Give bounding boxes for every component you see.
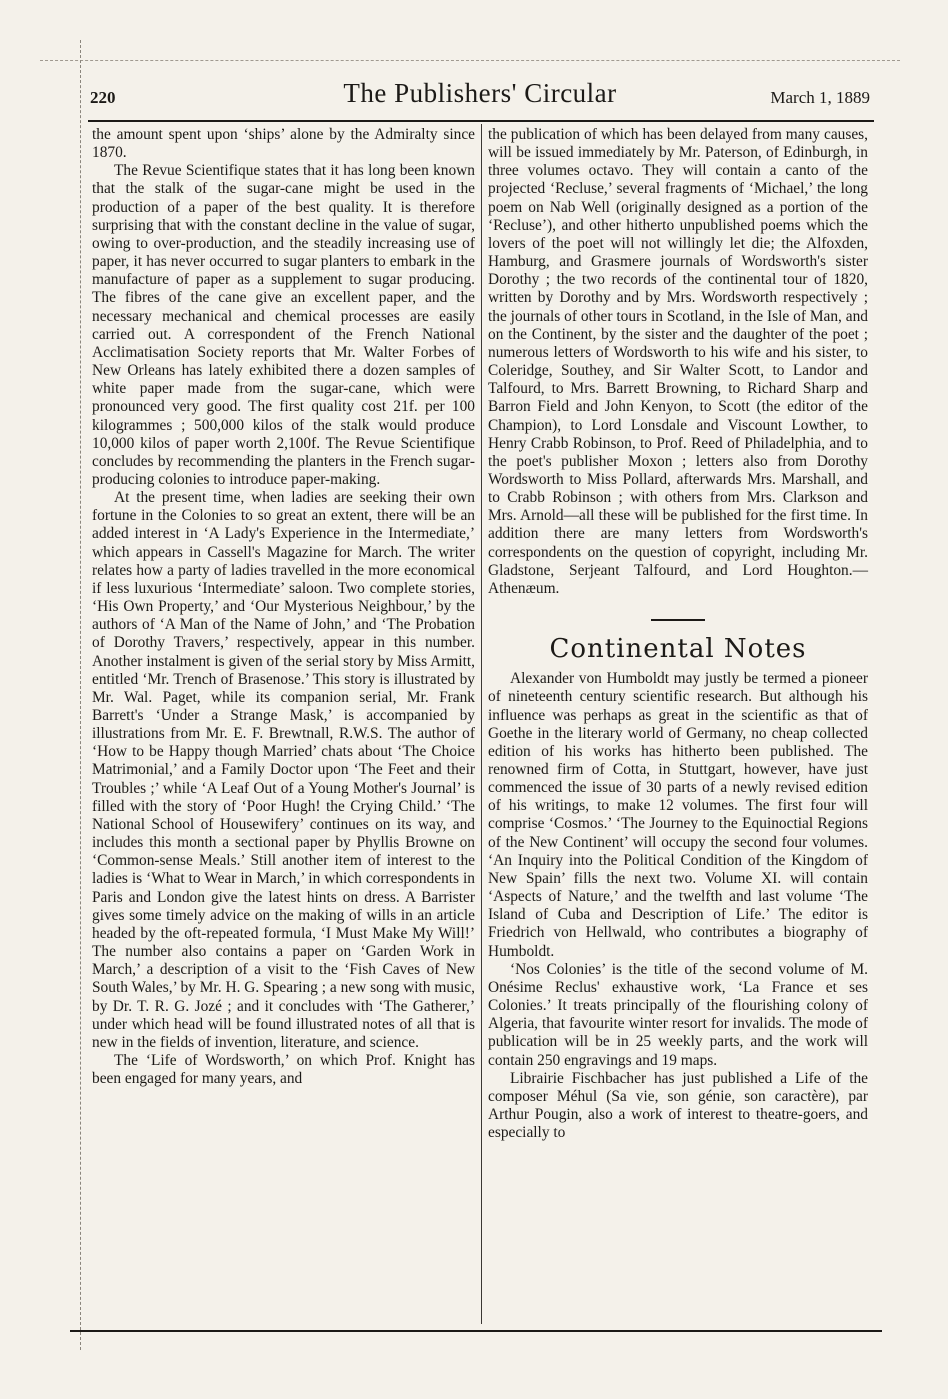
article-paragraph: The Revue Scientifique states that it has long been known that the stalk of the sugar-cane might be used in the production of a paper of the best quality. It is therefore surprising that with the constant decline in the value of sugar, owing to over-production, and the steadily increasing use of paper, it has never occurred to sugar planters to embark in the manufacture of paper as a supplement to sugar producing. The fibres of the cane give an excellent paper, and the necessary mechanical and chemical processes are easily carried out. A correspondent of the French National Acclimatisation Society reports that Mr. Walter Forbes of New Orleans has lately exhibited there a dozen samples of white paper made from the sugar-cane, which were pronounced very good. The first quality cost 21f. per 100 kilogrammes ; 500,000 kilos of the stalk would produce 10,000 kilos of paper worth 2,100f. The Revue Scientifique concludes by recommending the planters in the French sugar-producing colonies to introduce paper-making. bbox=[92, 162, 475, 488]
column-divider bbox=[481, 124, 482, 1324]
article-paragraph: At the present time, when ladies are seeking their own fortune in the Colonies to so great an extent, there will be an added interest in ‘A Lady's Experience in the Intermediate,’ which appears in Cassell's Magazine for March. The writer relates how a party of ladies travelled in the more economical if less luxurious ‘Intermediate’ saloon. Two complete stories, ‘His Own Property,’ and ‘Our Mysterious Neighbour,’ by the authors of ‘A Man of the Name of John,’ and ‘The Probation of Dorothy Travers,’ respectively, appear in this number. Another instalment is given of the serial story by Miss Armitt, entitled ‘Mr. Trench of Brasenose.’ This story is illustrated by Mr. Wal. Paget, while its companion serial, Mr. Frank Barrett's ‘Under a Strange Mask,’ is accompanied by illustrations from Mr. E. F. Brewtnall, R.W.S. The author of ‘How to be Happy though Married’ chats about ‘The Choice Matrimonial,’ and a Family Doctor upon ‘The Feet and their Troubles ;’ while ‘A Leaf Out of a Young Mother's Journal’ is filled with the story of ‘Poor Hugh! the Crying Child.’ ‘The National School of Housewifery’ continues on its way, and includes this month a sectional paper by Phyllis Browne on ‘Common-sense Meals.’ Still another item of interest to the ladies is ‘What to Wear in March,’ in which correspondents in Paris and London give the latest hints on dress. A Barrister gives some timely advice on the making of wills in an article headed by the oft-repeated formula, ‘I Must Make My Will!’ The number also contains a paper on ‘Garden Work in March,’ a description of a visit to the ‘Fish Caves of New South Wales,’ by Mr. H. G. Spearing ; a new song with music, by Dr. T. R. G. Jozé ; and it concludes with ‘The Gatherer,’ under which head will be found illustrated notes of all that is new in the fields of invention, literature, and science. bbox=[92, 489, 475, 1051]
article-paragraph: The ‘Life of Wordsworth,’ on which Prof. Knight has been engaged for many years, and bbox=[92, 1051, 475, 1088]
article-paragraph: the amount spent upon ‘ships’ alone by the Admiralty since 1870. bbox=[92, 126, 475, 162]
running-header bbox=[90, 78, 870, 114]
issue-date: March 1, 1889 bbox=[770, 88, 870, 107]
article-paragraph: ‘Nos Colonies’ is the title of the second volume of M. Onésime Reclus' exhaustive work, ‘La France et ses Colonies.’ It treats principally of the flourishing colony of Algeria, that favourite winter resort for invalids. The mode of publication will be in 25 weekly parts, and the work will contain 250 engravings and 19 maps. bbox=[488, 960, 868, 1069]
article-paragraph: the publication of which has been delayed from many causes, will be issued immediately by Mr. Paterson, of Edinburgh, in three volumes octavo. They will contain a canto of the projected ‘Recluse,’ several fragments of ‘Michael,’ the long poem on Nab Well (originally designed as a portion of the ‘Recluse’), and other hitherto unpublished poems which the lovers of the poet will not willingly let die; the Alfoxden, Hamburg, and Grasmere journals of Wordsworth's sister Dorothy ; the two records of the continental tour of 1820, written by Dorothy and by Mrs. Wordsworth respectively ; the journals of other tours in Scotland, in the Isle of Man, and on the Continent, by the sister and the daughter of the poet ; numerous letters of Wordsworth to his wife and his sister, to Coleridge, Southey, and Sir Walter Scott, to Landor and Talfourd, to Mrs. Barrett Browning, to Richard Sharp and Barron Field and John Kenyon, to Scott (the editor of the Champion), to Lord Lonsdale and Viscount Lowther, to Henry Crabb Robinson, to Prof. Reed of Philadelphia, and to the poet's publisher Moxon ; letters also from Dorothy Wordsworth to Miss Pollard, afterwards Mrs. Marshall, and to Crabb Robinson ; with others from Mrs. Clarkson and Mrs. Arnold—all these will be published for the first time. In addition there are many letters from Wordsworth's correspondents on the question of copyright, including Mr. Gladstone, Serjeant Talfourd, and Lord Houghton.—Athenæum. bbox=[488, 126, 868, 597]
left-column bbox=[92, 126, 475, 1088]
footer-rule bbox=[70, 1330, 882, 1332]
section-heading: Continental Notes bbox=[549, 634, 807, 665]
page-edge-top bbox=[40, 40, 900, 61]
page-edge-left bbox=[40, 40, 81, 1350]
publication-title: The Publishers' Circular bbox=[343, 78, 617, 108]
page-number: 220 bbox=[90, 88, 116, 107]
article-paragraph: Alexander von Humboldt may justly be termed a pioneer of nineteenth century scientific research. But although his influence was perhaps as great in the scientific as that of Goethe in the literary world of Germany, no cheap collected edition of his works has hitherto been published. The renowned firm of Cotta, in Stuttgart, however, have just commenced the issue of 30 parts of a newly revised edition of his writings, to make 12 volumes. The first four will comprise ‘Cosmos.’ ‘The Journey to the Equinoctial Regions of the New Continent’ will occupy the second four volumes. ‘An Inquiry into the Political Condition of the Kingdom of New Spain’ fills the next two. Volume XI. will contain ‘Aspects of Nature,’ and the twelfth and last volume ‘The Island of Cuba and Description of Life.’ The editor is Friedrich von Hellwald, who contributes a biography of Humboldt. bbox=[488, 670, 868, 960]
header-rule bbox=[88, 120, 874, 122]
article-paragraph: Librairie Fischbacher has just published a Life of the composer Méhul (Sa vie, son génie, son caractère), par Arthur Pougin, also a work of interest to theatre-goers, and especially to bbox=[488, 1069, 868, 1142]
right-column bbox=[488, 126, 868, 1142]
section-ornament bbox=[488, 610, 868, 626]
